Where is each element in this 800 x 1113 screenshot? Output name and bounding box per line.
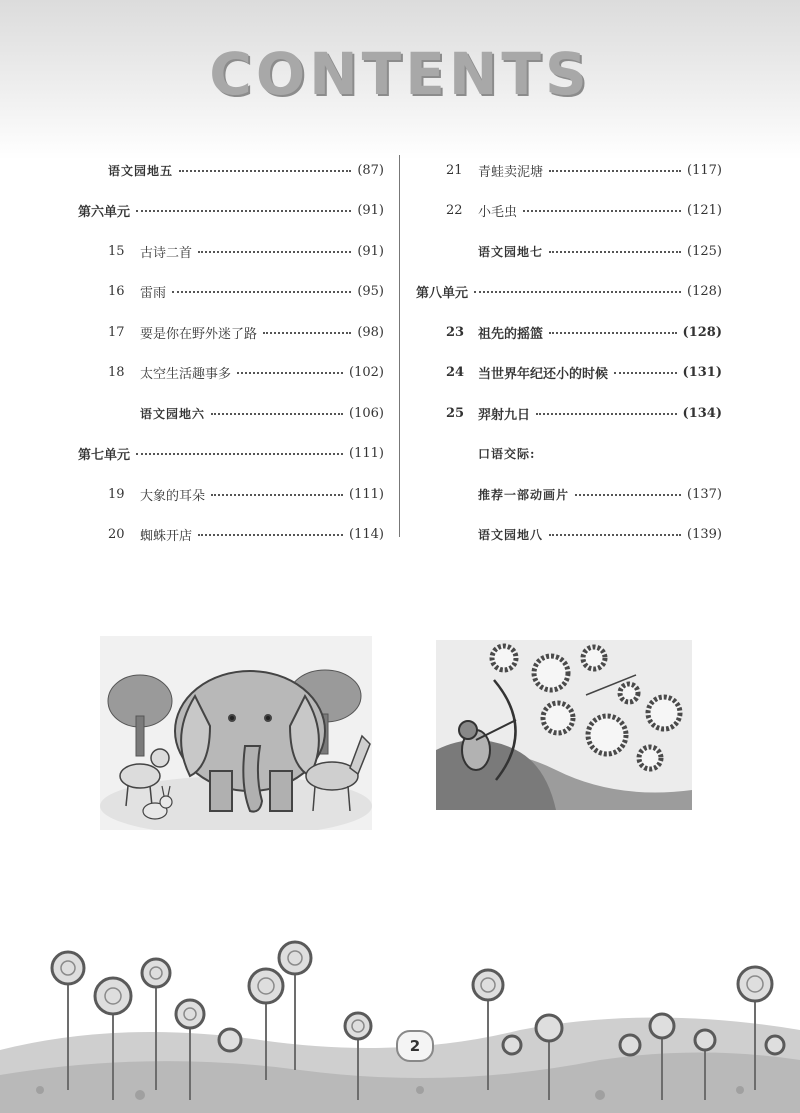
toc-lesson-number: 25 xyxy=(446,405,465,421)
toc-leader-dots xyxy=(614,371,677,374)
toc-title: 语文园地五 xyxy=(108,163,174,178)
toc-lesson-number: 15 xyxy=(108,243,125,259)
toc-title: 第八单元 xyxy=(416,286,469,302)
toc-page-number: (95) xyxy=(357,284,384,300)
toc-title: 古诗二首 xyxy=(140,245,193,261)
toc-entry[interactable] xyxy=(416,312,722,353)
toc-leader-dots xyxy=(474,290,681,293)
toc-lesson-number: 22 xyxy=(446,203,463,219)
footer-decoration xyxy=(0,930,800,1113)
toc-entry[interactable] xyxy=(78,231,384,272)
toc-entry[interactable] xyxy=(78,474,384,515)
toc-page-number: (125) xyxy=(687,243,722,259)
toc-entry[interactable] xyxy=(416,434,722,475)
toc-lesson-number: 18 xyxy=(108,365,125,381)
toc-right-column xyxy=(416,150,722,555)
column-divider xyxy=(399,155,400,537)
toc-title: 当世界年纪还小的时候 xyxy=(478,367,609,383)
toc-page-number: (106) xyxy=(349,405,384,421)
toc-title: 推荐一部动画片 xyxy=(478,487,570,502)
toc-entry[interactable] xyxy=(78,353,384,394)
toc-title: 雷雨 xyxy=(140,286,167,302)
toc-page-number: (139) xyxy=(687,527,722,543)
toc-page-number: (91) xyxy=(357,203,384,219)
toc-title: 太空生活趣事多 xyxy=(140,367,232,383)
toc-page-number: (114) xyxy=(349,527,384,543)
toc-entry[interactable] xyxy=(416,150,722,191)
toc-page-number: (91) xyxy=(357,243,384,259)
toc-entry[interactable] xyxy=(416,272,722,313)
toc-page-number: (117) xyxy=(687,162,722,178)
toc-page-number: (128) xyxy=(687,284,722,300)
toc-lesson-number: 24 xyxy=(446,365,465,381)
toc-leader-dots xyxy=(172,290,351,293)
toc-leader-dots xyxy=(549,533,681,536)
toc-lesson-number: 20 xyxy=(108,527,125,543)
toc-page-number: (87) xyxy=(357,162,384,178)
toc-entry[interactable] xyxy=(416,191,722,232)
toc-page-number: (111) xyxy=(349,486,384,502)
toc-title: 第六单元 xyxy=(78,205,131,221)
toc-page-number: (121) xyxy=(687,203,722,219)
toc-title: 青蛙卖泥塘 xyxy=(478,164,544,180)
toc-entry[interactable] xyxy=(416,393,722,434)
toc-title: 小毛虫 xyxy=(478,205,518,221)
toc-page-number: (134) xyxy=(682,405,722,421)
toc-lesson-number: 23 xyxy=(446,324,465,340)
toc-entry[interactable] xyxy=(416,353,722,394)
archer-illustration xyxy=(436,640,692,810)
toc-leader-dots xyxy=(549,331,677,334)
toc-title: 要是你在野外迷了路 xyxy=(140,326,258,342)
toc-title: 语文园地六 xyxy=(140,406,206,421)
toc-page-number: (128) xyxy=(682,324,722,340)
toc-page-number: (137) xyxy=(687,486,722,502)
toc-leader-dots xyxy=(263,331,351,334)
toc-page-number: (98) xyxy=(357,324,384,340)
toc-title: 口语交际: xyxy=(478,447,536,462)
toc-title: 大象的耳朵 xyxy=(140,488,206,504)
toc-title: 蜘蛛开店 xyxy=(140,529,193,545)
toc-title: 羿射九日 xyxy=(478,407,531,423)
toc-leader-dots xyxy=(536,412,677,415)
toc-entry[interactable] xyxy=(78,393,384,434)
toc-leader-dots xyxy=(211,412,343,415)
toc-page-number: (111) xyxy=(349,446,384,462)
page-title: CONTENTS xyxy=(209,40,591,108)
toc-leader-dots xyxy=(549,169,681,172)
toc-entry[interactable] xyxy=(78,434,384,475)
toc-leader-dots xyxy=(198,250,351,253)
toc-lesson-number: 19 xyxy=(108,486,125,502)
toc-entry[interactable] xyxy=(416,474,722,515)
toc-entry[interactable] xyxy=(78,312,384,353)
toc-title: 祖先的摇篮 xyxy=(478,326,544,342)
toc-entry[interactable] xyxy=(78,150,384,191)
toc-entry[interactable] xyxy=(416,231,722,272)
toc-leader-dots xyxy=(523,209,681,212)
toc-leader-dots xyxy=(237,371,343,374)
toc-entry[interactable] xyxy=(78,191,384,232)
toc-title: 语文园地八 xyxy=(478,528,544,543)
toc-leader-dots xyxy=(179,169,351,172)
toc-leader-dots xyxy=(136,452,343,455)
toc-leader-dots xyxy=(198,533,343,536)
toc-lesson-number: 21 xyxy=(446,162,463,178)
toc-left-column xyxy=(78,150,384,555)
toc-title: 第七单元 xyxy=(78,448,131,464)
toc-title: 语文园地七 xyxy=(478,244,544,259)
toc-leader-dots xyxy=(211,493,343,496)
toc-lesson-number: 16 xyxy=(108,284,125,300)
toc-entry[interactable] xyxy=(416,515,722,556)
page-number: 2 xyxy=(396,1030,434,1062)
toc-lesson-number: 17 xyxy=(108,324,125,340)
elephant-illustration xyxy=(100,636,372,830)
toc-leader-dots xyxy=(136,209,351,212)
toc-page-number: (131) xyxy=(682,365,722,381)
toc-leader-dots xyxy=(549,250,681,253)
toc-entry[interactable] xyxy=(78,272,384,313)
toc-leader-dots xyxy=(575,493,681,496)
toc-page-number: (102) xyxy=(349,365,384,381)
toc-entry[interactable] xyxy=(78,515,384,556)
